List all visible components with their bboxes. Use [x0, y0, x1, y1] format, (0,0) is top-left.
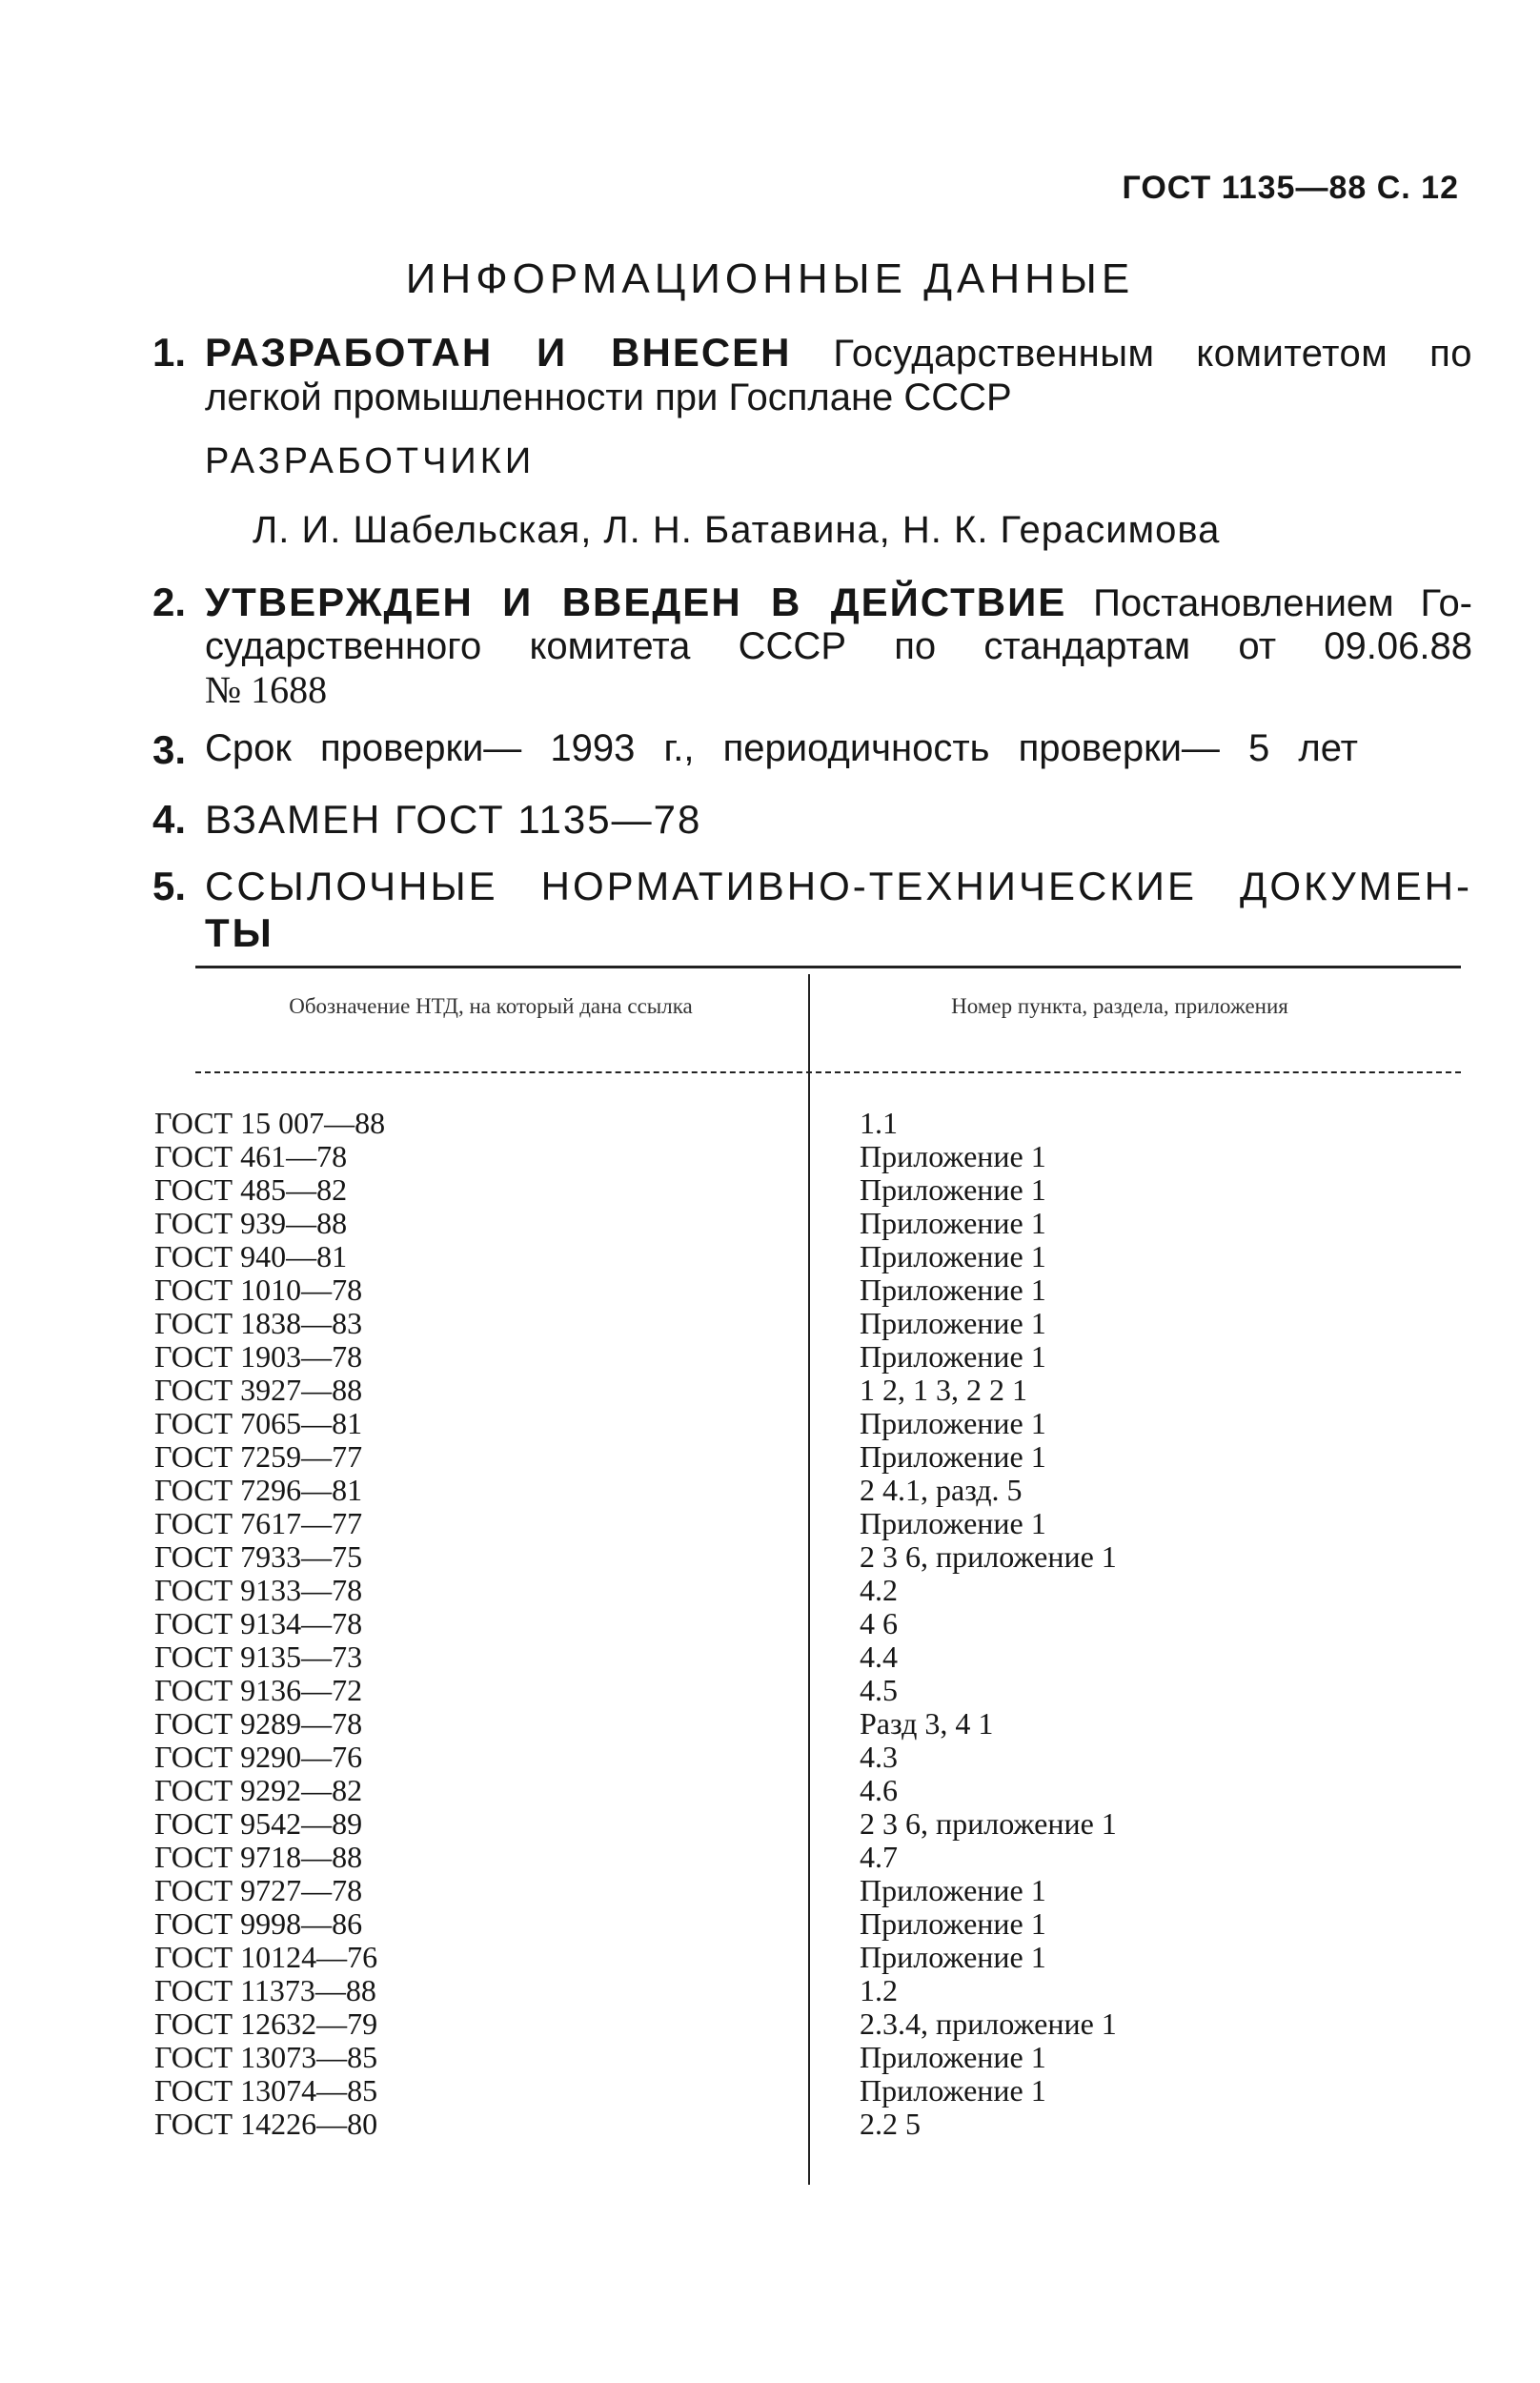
table-cell-designation: ГОСТ 9133—78 [154, 1573, 363, 1607]
table-cell-clause: 2 4.1, разд. 5 [860, 1473, 1023, 1507]
item-2-line-1 [205, 580, 1472, 625]
table-header-designation: Обозначение НТД, на который дана ссылка [289, 994, 693, 1018]
table-cell-designation: ГОСТ 1838—83 [154, 1306, 363, 1340]
table-cell-clause: 4.2 [860, 1573, 898, 1607]
table-cell-clause: 2 3 6, приложение 1 [860, 1539, 1117, 1574]
table-top-rule [195, 966, 1461, 968]
page-header: ГОСТ 1135—88 С. 12 [1122, 170, 1459, 206]
table-cell-designation: ГОСТ 7617—77 [154, 1506, 363, 1540]
table-cell-clause: Приложение 1 [860, 1873, 1046, 1907]
item-2-line-3: № 1688 [205, 668, 328, 711]
table-cell-designation: ГОСТ 9718—88 [154, 1840, 363, 1874]
table-cell-clause: 2 3 6, приложение 1 [860, 1806, 1117, 1841]
table-cell-clause: 1.1 [860, 1106, 898, 1140]
table-cell-clause: Приложение 1 [860, 1339, 1046, 1374]
table-cell-designation: ГОСТ 7296—81 [154, 1473, 363, 1507]
table-cell-designation: ГОСТ 13074—85 [154, 2073, 378, 2108]
developers-subhead: РАЗРАБОТЧИКИ [205, 441, 536, 481]
table-cell-designation: ГОСТ 9134—78 [154, 1606, 363, 1640]
table-cell-clause: Приложение 1 [860, 1139, 1046, 1173]
table-cell-designation: ГОСТ 13073—85 [154, 2040, 378, 2074]
table-cell-designation: ГОСТ 9727—78 [154, 1873, 363, 1907]
developers-list: Л. И. Шабельская, Л. Н. Батавина, Н. К. Герасимова [253, 509, 1221, 551]
table-cell-designation: ГОСТ 3927—88 [154, 1373, 363, 1407]
table-cell-clause: 1 2, 1 3, 2 2 1 [860, 1373, 1027, 1407]
item-1-line-1 [205, 330, 1472, 376]
table-cell-clause: Приложение 1 [860, 1506, 1046, 1540]
table-cell-designation: ГОСТ 9136—72 [154, 1673, 363, 1707]
table-cell-clause: 4.6 [860, 1773, 898, 1807]
table-cell-designation: ГОСТ 485—82 [154, 1172, 348, 1207]
table-cell-designation: ГОСТ 11373—88 [154, 1973, 376, 2007]
table-cell-clause: Разд 3, 4 1 [860, 1706, 994, 1741]
table-cell-clause: 4.7 [860, 1840, 898, 1874]
table-cell-clause: Приложение 1 [860, 1239, 1046, 1273]
table-cell-clause: Приложение 1 [860, 2073, 1046, 2108]
table-cell-designation: ГОСТ 9292—82 [154, 1773, 363, 1807]
table-cell-designation: ГОСТ 9290—76 [154, 1740, 363, 1774]
table-cell-clause: Приложение 1 [860, 1439, 1046, 1474]
table-cell-designation: ГОСТ 15 007—88 [154, 1106, 386, 1140]
table-cell-designation: ГОСТ 1903—78 [154, 1339, 363, 1374]
table-cell-clause: Приложение 1 [860, 1940, 1046, 1974]
table-cell-designation: ГОСТ 9135—73 [154, 1640, 363, 1674]
table-header-clause: Номер пункта, раздела, приложения [951, 994, 1288, 1018]
table-header-rule [195, 1071, 1461, 1073]
table-cell-clause: 4.5 [860, 1673, 898, 1707]
item-5-number: 5. [152, 864, 187, 908]
item-4-text: ВЗАМЕН ГОСТ 1135—78 [205, 797, 702, 842]
item-1-number: 1. [152, 330, 187, 375]
table-cell-clause: Приложение 1 [860, 1273, 1046, 1307]
table-cell-clause: Приложение 1 [860, 1172, 1046, 1207]
table-cell-designation: ГОСТ 10124—76 [154, 1940, 378, 1974]
table-cell-designation: ГОСТ 9289—78 [154, 1706, 363, 1741]
item-2-text: Постановлением Го- [1093, 582, 1473, 624]
table-cell-clause: 1.2 [860, 1973, 898, 2007]
table-cell-clause: Приложение 1 [860, 1206, 1046, 1240]
table-cell-designation: ГОСТ 7933—75 [154, 1539, 363, 1574]
table-cell-clause: 4.4 [860, 1640, 898, 1674]
item-1-lead: РАЗРАБОТАН И ВНЕСЕН [205, 330, 792, 375]
item-2-lead: УТВЕРЖДЕН И ВВЕДЕН В ДЕЙСТВИЕ [205, 580, 1067, 624]
table-cell-designation: ГОСТ 461—78 [154, 1139, 348, 1173]
table-cell-clause: Приложение 1 [860, 1406, 1046, 1440]
table-cell-designation: ГОСТ 1010—78 [154, 1273, 363, 1307]
item-2-number: 2. [152, 580, 187, 624]
table-cell-clause: 4.3 [860, 1740, 898, 1774]
table-cell-designation: ГОСТ 9542—89 [154, 1806, 363, 1841]
table-cell-clause: 2.3.4, приложение 1 [860, 2006, 1117, 2041]
doc-title: ИНФОРМАЦИОННЫЕ ДАННЫЕ [405, 255, 1135, 302]
table-cell-designation: ГОСТ 9998—86 [154, 1906, 363, 1941]
table-cell-clause: Приложение 1 [860, 1306, 1046, 1340]
table-cell-clause: Приложение 1 [860, 1906, 1046, 1941]
item-3-number: 3. [152, 727, 187, 772]
table-column-divider [808, 974, 810, 2185]
item-5-line-2: ТЫ [205, 910, 274, 955]
item-2-line-2: сударственного комитета СССР по стандартам от 09.06.88 [205, 625, 1472, 667]
table-cell-designation: ГОСТ 7065—81 [154, 1406, 363, 1440]
item-4-number: 4. [152, 797, 187, 842]
table-cell-designation: ГОСТ 7259—77 [154, 1439, 363, 1474]
table-cell-designation: ГОСТ 14226—80 [154, 2107, 378, 2141]
table-cell-designation: ГОСТ 939—88 [154, 1206, 348, 1240]
table-cell-clause: Приложение 1 [860, 2040, 1046, 2074]
table-cell-designation: ГОСТ 940—81 [154, 1239, 348, 1273]
table-cell-clause: 2.2 5 [860, 2107, 921, 2141]
table-cell-designation: ГОСТ 12632—79 [154, 2006, 378, 2041]
table-cell-clause: 4 6 [860, 1606, 898, 1640]
item-1-text: Государственным комитетом по [833, 333, 1473, 375]
item-5-line-1: ССЫЛОЧНЫЕ НОРМАТИВНО-ТЕХНИЧЕСКИЕ ДОКУМЕН- [205, 864, 1472, 908]
item-3-text: Срок проверки— 1993 г., периодичность проверки— 5 лет [205, 727, 1358, 769]
item-1-line-2: легкой промышленности при Госплане СССР [205, 377, 1012, 418]
